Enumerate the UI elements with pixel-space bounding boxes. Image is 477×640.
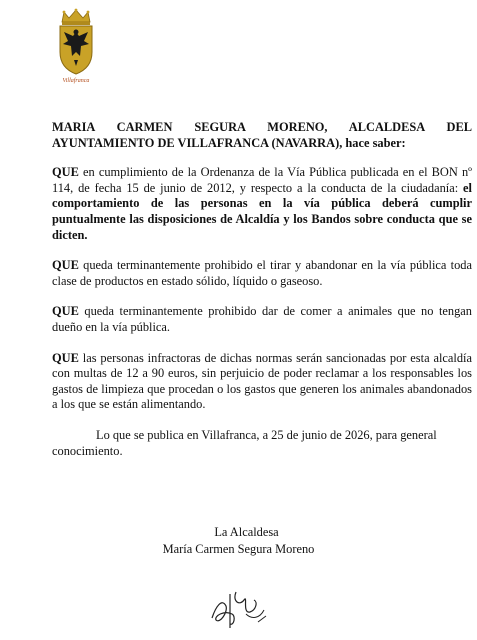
paragraph-2-lead: QUE bbox=[52, 258, 79, 273]
paragraph-4-text: las personas infractoras de dichas normas serán sancionadas por esta alcaldía con multas de 12 a 90 euros, sin perjuicio de poder reclamar a los responsables los gastos de limpieza que procedan o los gastos que generen los animales abandonados a los que se están alimentando. bbox=[52, 350, 472, 412]
paragraph-1-lead: QUE bbox=[52, 165, 79, 180]
paragraph-1 bbox=[52, 165, 472, 243]
handwritten-signature-icon bbox=[206, 584, 276, 634]
paragraph-2-text: queda terminantemente prohibido el tirar y abandonar en la vía pública toda clase de productos en estado sólido, líquido o gaseoso. bbox=[52, 258, 472, 288]
signer-role: La Alcaldesa bbox=[214, 525, 279, 539]
paragraph-2 bbox=[52, 258, 472, 289]
edict-body bbox=[52, 120, 472, 459]
paragraph-4-lead: QUE bbox=[52, 350, 79, 365]
edict-heading: MARIA CARMEN SEGURA MORENO, ALCALDESA DEL AYUNTAMIENTO DE VILLAFRANCA (NAVARRA), hace saber: bbox=[52, 120, 472, 150]
crest-shield-icon bbox=[52, 8, 100, 78]
crest-label: Villafranca bbox=[62, 78, 90, 84]
paragraph-1-bold-text: el comportamiento de las personas en la vía pública deberá cumplir puntualmente las disposiciones de Alcaldía y los Bandos sobre conducta que se dicten. bbox=[52, 180, 472, 242]
paragraph-4 bbox=[52, 351, 472, 413]
coat-of-arms-logo bbox=[52, 8, 100, 92]
paragraph-3 bbox=[52, 304, 472, 335]
paragraph-3-lead: QUE bbox=[52, 304, 79, 319]
signer-name: María Carmen Segura Moreno bbox=[162, 542, 315, 556]
signature-block bbox=[0, 524, 477, 558]
paragraph-1-text: en cumplimiento de la Ordenanza de la Vía Pública publicada en el BON nº 114, de fecha 15 de junio de 2012, y respecto a la conducta de la ciudadanía: bbox=[52, 165, 472, 195]
closing-statement: Lo que se publica en Villafranca, a 25 de junio de 2026, para general conocimiento. bbox=[52, 427, 437, 458]
paragraph-3-text: queda terminantemente prohibido dar de comer a animales que no tengan dueño en la vía pública. bbox=[52, 304, 472, 334]
